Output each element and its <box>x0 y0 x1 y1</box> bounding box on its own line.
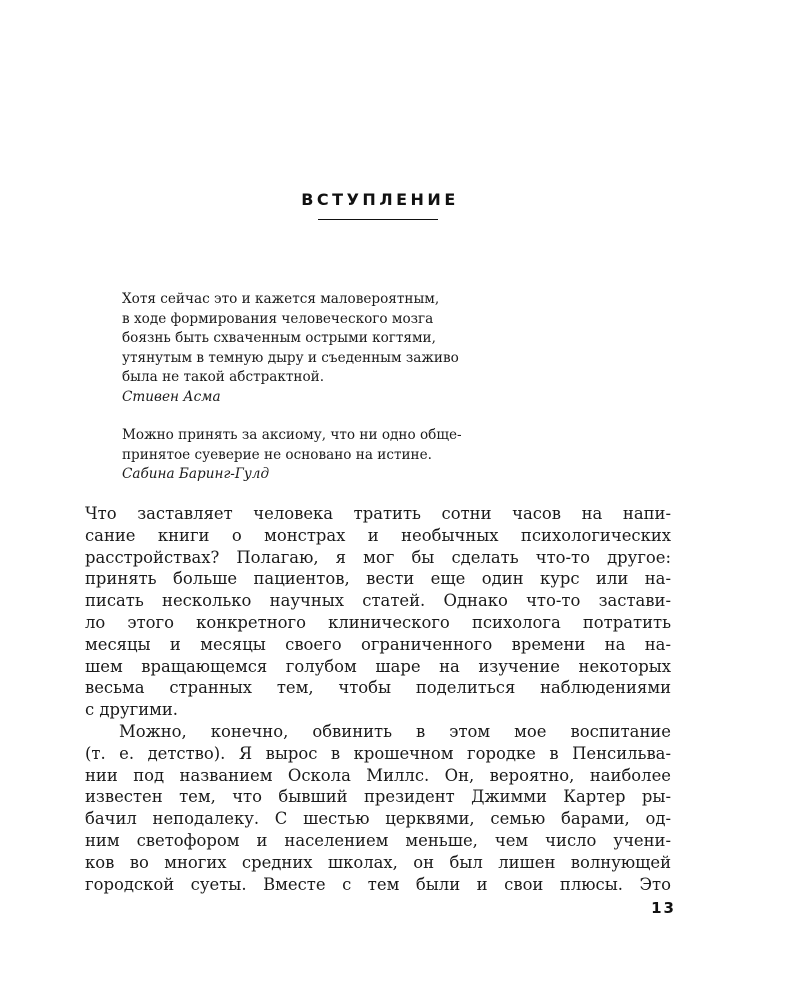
body-line: шем вращающемся голубом шаре на изучение некоторых <box>85 656 671 676</box>
body-line: известен тем, что бывший президент Джимми Картер ры- <box>85 787 671 807</box>
body-line: Что заставляет человека тратить сотни часов на напи- <box>85 504 671 523</box>
epigraph-line: Можно принять за аксиому, что ни одно обще- <box>122 427 462 443</box>
body-line: городской суеты. Вместе с тем были и свои плюсы. Это <box>85 874 671 894</box>
epigraph-line: в ходе формирования человеческого мозга <box>122 310 434 327</box>
body-line: нии под названием Оскола Миллс. Он, вероятно, наиболее <box>85 765 671 785</box>
body-text <box>85 503 671 895</box>
epigraph-line: боязнь быть схваченным острыми когтями, <box>122 330 436 346</box>
body-line: расстройствах? Полагаю, я мог бы сделать что-то другое: <box>85 547 671 567</box>
chapter-title: ВСТУПЛЕНИЕ <box>301 190 459 209</box>
epigraph-line: утянутым в темную дыру и съеденным заживо <box>122 349 459 366</box>
body-line: бачил неподалеку. С шестью церквями, семью барами, од- <box>85 809 671 829</box>
epigraph-line: Хотя сейчас это и кажется маловероятным, <box>122 291 440 307</box>
epigraph-asma <box>122 290 542 407</box>
body-line: ним светофором и населением меньше, чем число учени- <box>85 830 671 850</box>
body-line: ков во многих средних школах, он был лишен волнующей <box>85 852 671 872</box>
body-line: писать несколько научных статей. Однако что-то застави- <box>85 591 671 611</box>
page-number: 13 <box>651 899 676 917</box>
body-line: весьма странных тем, чтобы поделиться наблюдениями <box>85 678 671 698</box>
body-line: с другими. <box>85 700 179 720</box>
body-line: Можно, конечно, обвинить в этом мое воспитание <box>119 721 671 741</box>
body-line: принять больше пациентов, вести еще один курс или на- <box>85 569 671 589</box>
body-line: месяцы и месяцы своего ограниченного времени на на- <box>85 634 671 654</box>
body-line: (т. е. детство). Я вырос в крошечном городке в Пенсильва- <box>85 743 671 763</box>
epigraph-author: Сабина Баринг-Гулд <box>122 466 270 482</box>
epigraph-line: принятое суеверие не основано на истине. <box>122 446 432 463</box>
chapter-title-underline <box>318 219 438 220</box>
body-line: ло этого конкретного клинического психолога потратить <box>85 612 671 632</box>
epigraph-line: была не такой абстрактной. <box>122 369 325 385</box>
epigraph-author: Стивен Асма <box>122 388 221 405</box>
body-line: сание книги о монстрах и необычных психологических <box>85 525 671 545</box>
epigraph-baring-gould <box>122 426 542 485</box>
